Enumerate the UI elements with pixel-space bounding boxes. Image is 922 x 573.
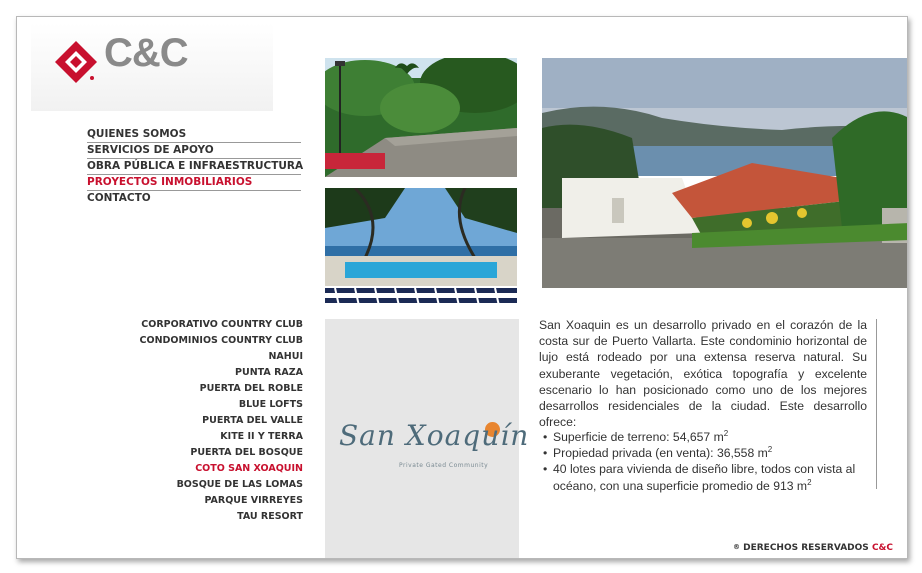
project-item-puerta-del-bosque[interactable]: PUERTA DEL BOSQUE	[190, 447, 303, 458]
main-navigation	[87, 127, 304, 206]
description-divider	[876, 319, 877, 489]
nav-item-contacto[interactable]: CONTACTO	[87, 192, 151, 204]
project-features	[543, 429, 873, 494]
project-item-blue-lofts[interactable]: BLUE LOFTS	[238, 399, 303, 410]
project-item-bosque-de-las-lomas[interactable]: BOSQUE DE LAS LOMAS	[176, 479, 303, 490]
project-item-coto-san-xoaquin[interactable]: COTO SAN XOAQUIN	[195, 463, 303, 474]
project-item-kite-ii-y-terra[interactable]: KITE II Y TERRA	[220, 431, 303, 442]
feature-item: • 40 lotes para vivienda de diseño libre, todos con vista al océano, con una superficie promedio de 913 $m^2$	[543, 461, 873, 493]
project-item-puerta-del-valle[interactable]: PUERTA DEL VALLE	[202, 415, 303, 426]
feature-item: • Superficie de terreno: 54,657 $m^2$	[543, 429, 873, 445]
project-item-tau-resort[interactable]: TAU RESORT	[237, 511, 303, 522]
ocean-view-house-photo	[542, 58, 908, 288]
nav-item-quienes-somos[interactable]: QUIENES SOMOS	[87, 127, 301, 143]
project-item-nahui[interactable]: NAHUI	[268, 351, 303, 362]
project-list	[77, 317, 303, 525]
project-logo-panel	[325, 319, 530, 558]
project-item-puerta-del-roble[interactable]: PUERTA DEL ROBLE	[199, 383, 303, 394]
registered-symbol: ®	[732, 543, 740, 551]
pool-photo	[325, 188, 517, 308]
footer-text: DERECHOS RESERVADOS	[743, 543, 869, 553]
project-logo-subtitle: Private Gated Community	[399, 462, 489, 469]
logo-text: C&C	[104, 31, 188, 75]
project-logo-name: San Xoaquín	[339, 419, 530, 452]
project-item-punta-raza[interactable]: PUNTA RAZA	[235, 367, 303, 378]
nav-item-servicios-de-apoyo[interactable]: SERVICIOS DE APOYO	[87, 143, 301, 159]
project-item-parque-virreyes[interactable]: PARQUE VIRREYES	[204, 495, 303, 506]
feature-item: • Propiedad privada (en venta): 36,558 $m^2$	[543, 445, 873, 461]
cc-diamond-logo-icon	[53, 39, 99, 85]
project-item-corporativo-country-club[interactable]: CORPORATIVO COUNTRY CLUB	[141, 319, 303, 330]
project-item-condominios-country-club[interactable]: CONDOMINIOS COUNTRY CLUB	[139, 335, 303, 346]
garden-road-photo	[325, 58, 517, 177]
header-logo[interactable]	[31, 23, 273, 111]
footer-copyright	[733, 543, 893, 553]
nav-item-proyectos-inmobiliarios[interactable]: PROYECTOS INMOBILIARIOS	[87, 175, 301, 191]
page-frame	[16, 16, 908, 559]
project-description: San Xoaquin es un desarrollo privado en el corazón de la costa sur de Puerto Vallarta. Este condominio horizontal de lujo está rodeado por una extensa reserva natural. Su exuberante vegetación, exótica topografía y excelente escenario lo han posicionado como uno de los mejores desarrollos residenciales de la ciudad. Este desarrollo ofrece:	[539, 318, 867, 430]
footer-brand: C&C	[871, 543, 893, 553]
nav-item-obra-publica[interactable]: OBRA PÚBLICA E INFRAESTRUCTURA	[87, 159, 301, 175]
